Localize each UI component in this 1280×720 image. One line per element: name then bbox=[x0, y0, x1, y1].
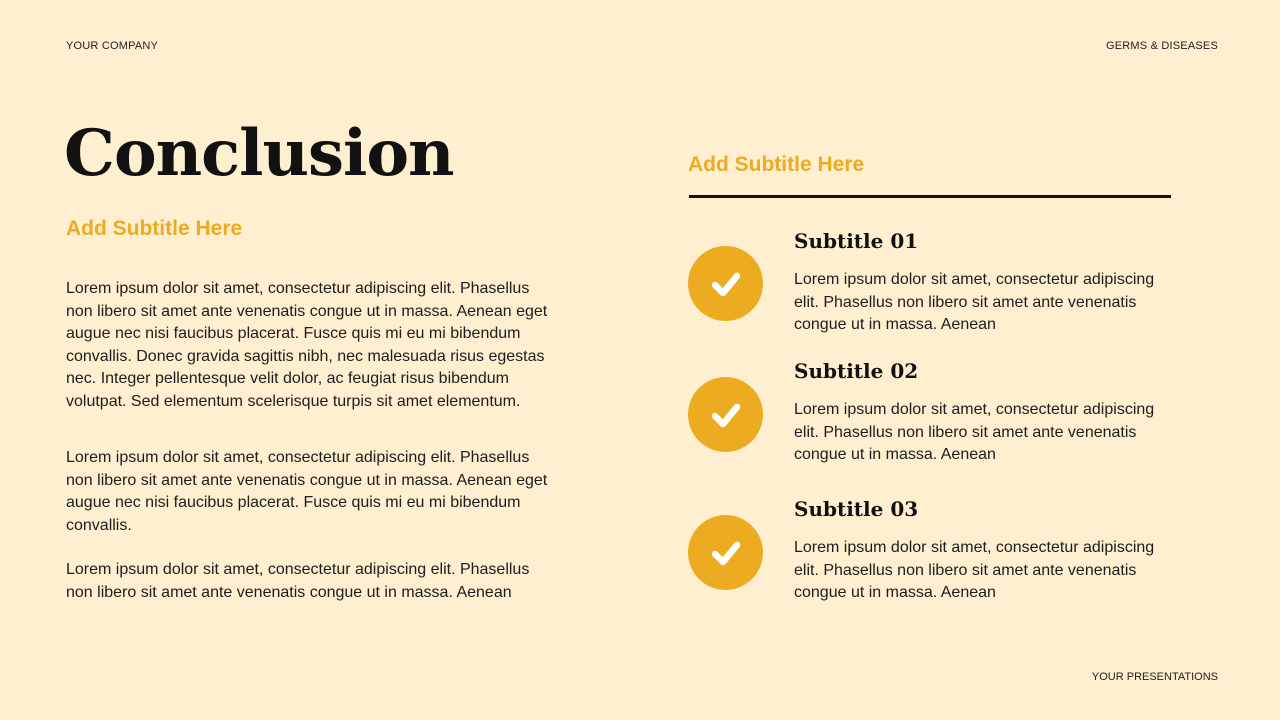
checklist-item-3 bbox=[688, 497, 1168, 607]
body-paragraph-1: Lorem ipsum dolor sit amet, consectetur adipiscing elit. Phasellus non libero sit amet ante venenatis congue ut in massa. Aenean eget augue nec nisi faucibus placerat. Fusce quis mi eu mi bibendum convallis. Donec gravida sagittis nibh, nec malesuada risus egestas nec. Integer pellentesque velit dolor, ac feugiat risus bibendum volutpat. Sed elementum scelerisque turpis sit amet elementum. bbox=[66, 280, 548, 410]
check-icon bbox=[688, 246, 763, 321]
item-title: Subtitle 02 bbox=[794, 359, 919, 383]
left-subtitle: Add Subtitle Here bbox=[66, 217, 243, 240]
check-icon bbox=[688, 515, 763, 590]
item-text: Lorem ipsum dolor sit amet, consectetur adipiscing elit. Phasellus non libero sit amet ante venenatis congue ut in massa. Aenean bbox=[794, 539, 1155, 601]
subtitle-divider bbox=[689, 195, 1171, 198]
checklist-item-1 bbox=[688, 229, 1168, 339]
slide-title: Conclusion bbox=[64, 116, 454, 191]
item-title: Subtitle 01 bbox=[794, 229, 919, 253]
body-paragraph-3: Lorem ipsum dolor sit amet, consectetur adipiscing elit. Phasellus non libero sit amet ante venenatis congue ut in massa. Aenean bbox=[66, 561, 530, 601]
check-icon bbox=[688, 377, 763, 452]
company-label: YOUR COMPANY bbox=[66, 40, 159, 52]
item-text: Lorem ipsum dolor sit amet, consectetur adipiscing elit. Phasellus non libero sit amet ante venenatis congue ut in massa. Aenean bbox=[794, 401, 1155, 463]
checklist-item-2 bbox=[688, 359, 1168, 469]
topic-label: GERMS & DISEASES bbox=[1105, 40, 1218, 52]
body-paragraph-2: Lorem ipsum dolor sit amet, consectetur adipiscing elit. Phasellus non libero sit amet ante venenatis congue ut in massa. Aenean eget augue nec nisi faucibus placerat. Fusce quis mi eu mi bibendum convallis. bbox=[66, 449, 548, 534]
footer-label: YOUR PRESENTATIONS bbox=[1091, 671, 1218, 683]
right-subtitle: Add Subtitle Here bbox=[688, 153, 865, 176]
item-text: Lorem ipsum dolor sit amet, consectetur adipiscing elit. Phasellus non libero sit amet ante venenatis congue ut in massa. Aenean bbox=[794, 271, 1155, 333]
item-title: Subtitle 03 bbox=[794, 497, 919, 521]
